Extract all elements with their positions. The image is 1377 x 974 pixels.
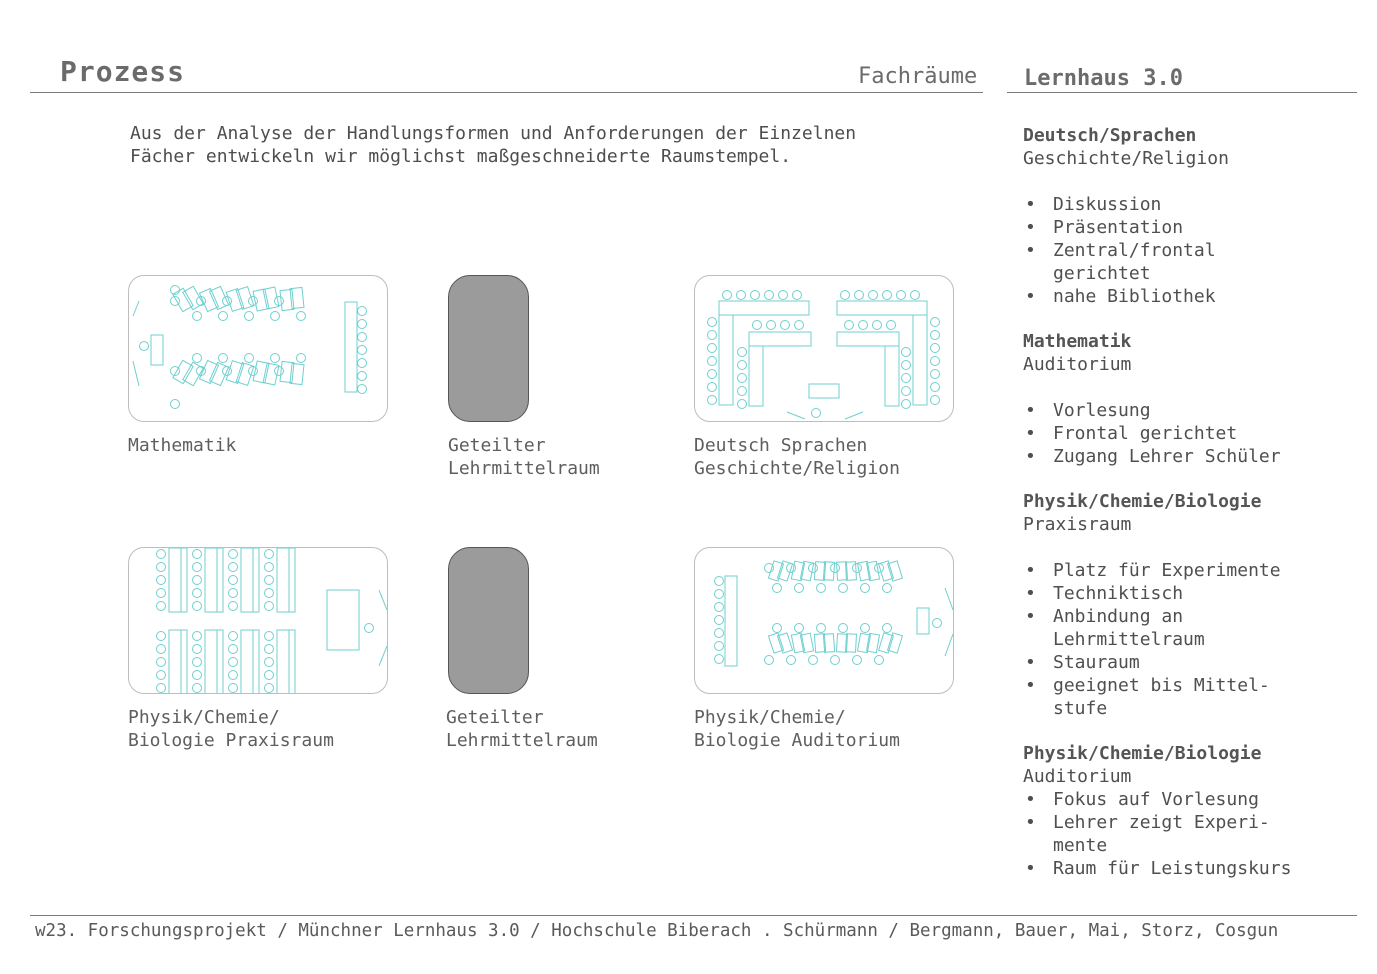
lab-bench — [277, 630, 289, 693]
teacher-desk — [151, 335, 163, 365]
chair — [765, 656, 774, 665]
chair — [229, 645, 238, 654]
chair — [245, 312, 254, 321]
chair — [931, 331, 940, 340]
group-head: Deutsch/Sprachen — [1023, 125, 1197, 146]
desk — [888, 633, 903, 653]
chair — [265, 645, 274, 654]
group-head: Physik/Chemie/Biologie — [1023, 743, 1262, 764]
lab-bench-sink — [217, 548, 223, 612]
chair — [853, 656, 862, 665]
chair — [708, 370, 717, 379]
group-head: Mathematik — [1023, 331, 1132, 352]
door-line — [379, 646, 387, 666]
chair — [841, 291, 850, 300]
chair — [219, 354, 228, 363]
auditorium-floorplan — [695, 548, 953, 693]
sidebar-group-deutsch — [1023, 124, 1229, 308]
chair — [839, 624, 848, 633]
chair — [193, 354, 202, 363]
chair — [265, 589, 274, 598]
door-line — [845, 412, 863, 419]
lab-bench — [241, 548, 253, 612]
chair — [715, 629, 724, 638]
chair — [887, 321, 896, 330]
chair — [245, 354, 254, 363]
list-item: • Vorlesung — [1023, 399, 1281, 422]
chair — [787, 656, 796, 665]
desk — [777, 633, 792, 653]
teacher-bench — [327, 590, 359, 650]
chair — [795, 321, 804, 330]
teacher-desk — [917, 608, 929, 634]
chair — [193, 645, 202, 654]
chair — [157, 645, 166, 654]
chair — [708, 344, 717, 353]
chair — [753, 321, 762, 330]
chair — [265, 684, 274, 693]
list-item: • Techniktisch — [1023, 582, 1281, 605]
desk — [209, 286, 228, 309]
desk — [199, 288, 218, 311]
desk — [888, 561, 903, 581]
chair — [931, 383, 940, 392]
table-top-right — [837, 301, 927, 315]
chair — [265, 602, 274, 611]
chair — [193, 563, 202, 572]
chair — [140, 342, 149, 351]
chair — [795, 624, 804, 633]
sidebar-title: Lernhaus 3.0 — [1024, 66, 1183, 91]
chair — [845, 321, 854, 330]
chair — [812, 409, 821, 418]
sidebar-group-praxisraum — [1023, 490, 1281, 720]
chair — [817, 624, 826, 633]
chair — [793, 291, 802, 300]
chair — [781, 321, 790, 330]
door-line — [787, 412, 805, 419]
chair — [875, 656, 884, 665]
chair — [157, 684, 166, 693]
chair — [869, 291, 878, 300]
chair — [715, 655, 724, 664]
chair — [738, 387, 747, 396]
lab-bench — [205, 630, 217, 693]
chair — [715, 616, 724, 625]
table-side-left-inner — [749, 346, 763, 406]
side-bench — [345, 302, 357, 392]
door-line — [945, 588, 953, 610]
chair — [157, 550, 166, 559]
chair — [931, 370, 940, 379]
chair — [773, 624, 782, 633]
side-bench — [725, 576, 737, 666]
group-sub: Geschichte/Religion — [1023, 148, 1229, 169]
chair — [358, 307, 367, 316]
praxisraum-floorplan — [129, 548, 387, 693]
chair — [779, 291, 788, 300]
desk — [226, 289, 244, 312]
chair — [911, 291, 920, 300]
chair — [229, 563, 238, 572]
lab-bench-sink — [289, 630, 295, 693]
chair — [859, 321, 868, 330]
chair — [297, 312, 306, 321]
desk — [768, 633, 783, 653]
caption-deutsch: Deutsch Sprachen Geschichte/Religion — [694, 435, 900, 479]
lab-bench-sink — [217, 630, 223, 693]
desk — [209, 362, 228, 385]
chair — [229, 602, 238, 611]
chair — [171, 400, 180, 409]
chair — [157, 576, 166, 585]
chair — [157, 671, 166, 680]
lab-bench-sink — [181, 548, 187, 612]
list-item: • Präsentation — [1023, 216, 1229, 239]
group-list — [1023, 193, 1229, 308]
table-inner-left — [749, 332, 811, 346]
desk — [236, 287, 254, 310]
chair — [193, 576, 202, 585]
list-item: • Platz für Experimente — [1023, 559, 1281, 582]
list-item: • Lehrer zeigt Experi- mente — [1023, 811, 1291, 857]
footer-credits: w23. Forschungsprojekt / Münchner Lernhaus 3.0 / Hochschule Biberach . Schürmann / Bergmann, Bauer, Mai, Storz, Cosgun — [35, 921, 1279, 941]
chair — [358, 359, 367, 368]
sidebar-group-auditorium — [1023, 742, 1291, 880]
chair — [708, 357, 717, 366]
deutsch-floorplan — [695, 276, 953, 421]
table-inner-right — [837, 332, 899, 346]
list-item: • Diskussion — [1023, 193, 1229, 216]
list-item: • Raum für Leistungskurs — [1023, 857, 1291, 880]
door-line — [945, 634, 953, 656]
chair — [358, 372, 367, 381]
chair — [861, 584, 870, 593]
chair — [931, 318, 940, 327]
chair — [931, 344, 940, 353]
chair — [358, 346, 367, 355]
desk — [199, 360, 218, 383]
section-title: Fachräume — [858, 64, 978, 89]
door-line — [133, 361, 139, 386]
header-rule-right — [1007, 92, 1357, 93]
chair — [265, 671, 274, 680]
list-item: • geeignet bis Mittel- stufe — [1023, 674, 1281, 720]
page-title: Prozess — [60, 55, 186, 88]
footer-rule — [30, 915, 1357, 916]
list-item: • Fokus auf Vorlesung — [1023, 788, 1291, 811]
lab-bench — [205, 548, 217, 612]
chair — [358, 320, 367, 329]
list-item: • Frontal gerichtet — [1023, 422, 1281, 445]
desk — [236, 363, 254, 386]
plan-praxisraum — [128, 547, 388, 694]
sidebar-group-mathematik — [1023, 330, 1281, 468]
chair — [193, 632, 202, 641]
chair — [157, 563, 166, 572]
chair — [193, 589, 202, 598]
group-sub: Praxisraum — [1023, 514, 1132, 535]
caption-lehrmittelraum-1: Geteilter Lehrmittelraum — [448, 435, 600, 479]
chair — [271, 312, 280, 321]
list-item: • nahe Bibliothek — [1023, 285, 1229, 308]
chair — [715, 642, 724, 651]
chair — [229, 632, 238, 641]
chair — [765, 291, 774, 300]
table-side-left — [719, 315, 733, 405]
lab-bench — [277, 548, 289, 612]
caption-praxisraum: Physik/Chemie/ Biologie Praxisraum — [128, 707, 334, 751]
desk — [800, 633, 813, 653]
chair — [715, 603, 724, 612]
list-item: • Anbindung an Lehrmittelraum — [1023, 605, 1281, 651]
chair — [817, 584, 826, 593]
chair — [275, 367, 284, 376]
chair — [931, 357, 940, 366]
chair — [358, 333, 367, 342]
chair — [157, 632, 166, 641]
chair — [265, 658, 274, 667]
list-item: • Stauraum — [1023, 651, 1281, 674]
lab-bench-sink — [181, 630, 187, 693]
group-list — [1023, 559, 1281, 720]
list-item: • Zentral/frontal gerichtet — [1023, 239, 1229, 285]
lab-bench — [169, 630, 181, 693]
teacher-desk — [809, 384, 839, 398]
chair — [271, 354, 280, 363]
chair — [751, 291, 760, 300]
chair — [715, 590, 724, 599]
chair — [708, 396, 717, 405]
door-line — [379, 590, 387, 610]
door-line — [133, 301, 139, 316]
chair — [229, 550, 238, 559]
chair — [795, 584, 804, 593]
intro-text: Aus der Analyse der Handlungsformen und Anforderungen der Einzelnen Fächer entwickeln wir möglichst maßgeschneiderte Raumstempel. — [130, 123, 857, 167]
chair — [229, 589, 238, 598]
table-side-right — [913, 315, 927, 405]
chair — [715, 577, 724, 586]
lab-bench-sink — [253, 548, 259, 612]
chair — [809, 656, 818, 665]
chair — [902, 348, 911, 357]
plan-deutsch — [694, 275, 954, 422]
chair — [275, 297, 284, 306]
desk — [858, 633, 871, 652]
chair — [902, 400, 911, 409]
chair — [157, 658, 166, 667]
chair — [883, 624, 892, 633]
desk — [791, 633, 804, 653]
chair — [157, 602, 166, 611]
chair — [839, 584, 848, 593]
chair — [193, 312, 202, 321]
caption-lehrmittelraum-2: Geteilter Lehrmittelraum — [446, 707, 598, 751]
group-list — [1023, 788, 1291, 880]
chair — [931, 396, 940, 405]
chair — [883, 291, 892, 300]
chair — [873, 321, 882, 330]
chair — [933, 619, 942, 628]
group-sub: Auditorium — [1023, 354, 1132, 375]
chair — [358, 385, 367, 394]
chair — [708, 383, 717, 392]
chair — [157, 589, 166, 598]
chair — [738, 400, 747, 409]
chair — [738, 348, 747, 357]
desk — [867, 633, 880, 652]
chair — [265, 563, 274, 572]
lab-bench — [169, 548, 181, 612]
lab-bench-sink — [289, 548, 295, 612]
chair — [265, 576, 274, 585]
chair — [773, 584, 782, 593]
caption-mathematik: Mathematik — [128, 435, 237, 456]
list-item: • Zugang Lehrer Schüler — [1023, 445, 1281, 468]
plan-mathematik — [128, 275, 388, 422]
caption-auditorium: Physik/Chemie/ Biologie Auditorium — [694, 707, 900, 751]
table-top-left — [719, 301, 809, 315]
group-sub: Auditorium — [1023, 766, 1132, 787]
chair — [193, 684, 202, 693]
chair — [897, 291, 906, 300]
chair — [902, 387, 911, 396]
chair — [767, 321, 776, 330]
chair — [861, 624, 870, 633]
group-list — [1023, 399, 1281, 468]
chair — [902, 361, 911, 370]
storage-room-1 — [448, 275, 529, 422]
chair — [708, 318, 717, 327]
chair — [738, 374, 747, 383]
chair — [723, 291, 732, 300]
mathematik-floorplan — [129, 276, 387, 421]
chair — [193, 602, 202, 611]
header-rule-left — [30, 92, 983, 93]
chair — [265, 550, 274, 559]
chair — [855, 291, 864, 300]
chair — [229, 658, 238, 667]
storage-room-2 — [448, 547, 529, 694]
lab-bench-sink — [253, 630, 259, 693]
chair — [229, 671, 238, 680]
chair — [853, 564, 862, 573]
chair — [831, 656, 840, 665]
chair — [738, 361, 747, 370]
table-side-right-inner — [885, 346, 899, 406]
desk — [226, 361, 244, 384]
lab-bench — [241, 630, 253, 693]
chair — [219, 312, 228, 321]
chair — [365, 624, 374, 633]
chair — [193, 658, 202, 667]
chair — [229, 576, 238, 585]
chair — [883, 584, 892, 593]
chair — [902, 374, 911, 383]
chair — [297, 354, 306, 363]
chair — [831, 564, 840, 573]
chair — [193, 671, 202, 680]
group-head: Physik/Chemie/Biologie — [1023, 491, 1262, 512]
chair — [193, 550, 202, 559]
chair — [265, 632, 274, 641]
plan-auditorium — [694, 547, 954, 694]
chair — [737, 291, 746, 300]
chair — [229, 684, 238, 693]
chair — [708, 331, 717, 340]
desk — [879, 633, 894, 653]
